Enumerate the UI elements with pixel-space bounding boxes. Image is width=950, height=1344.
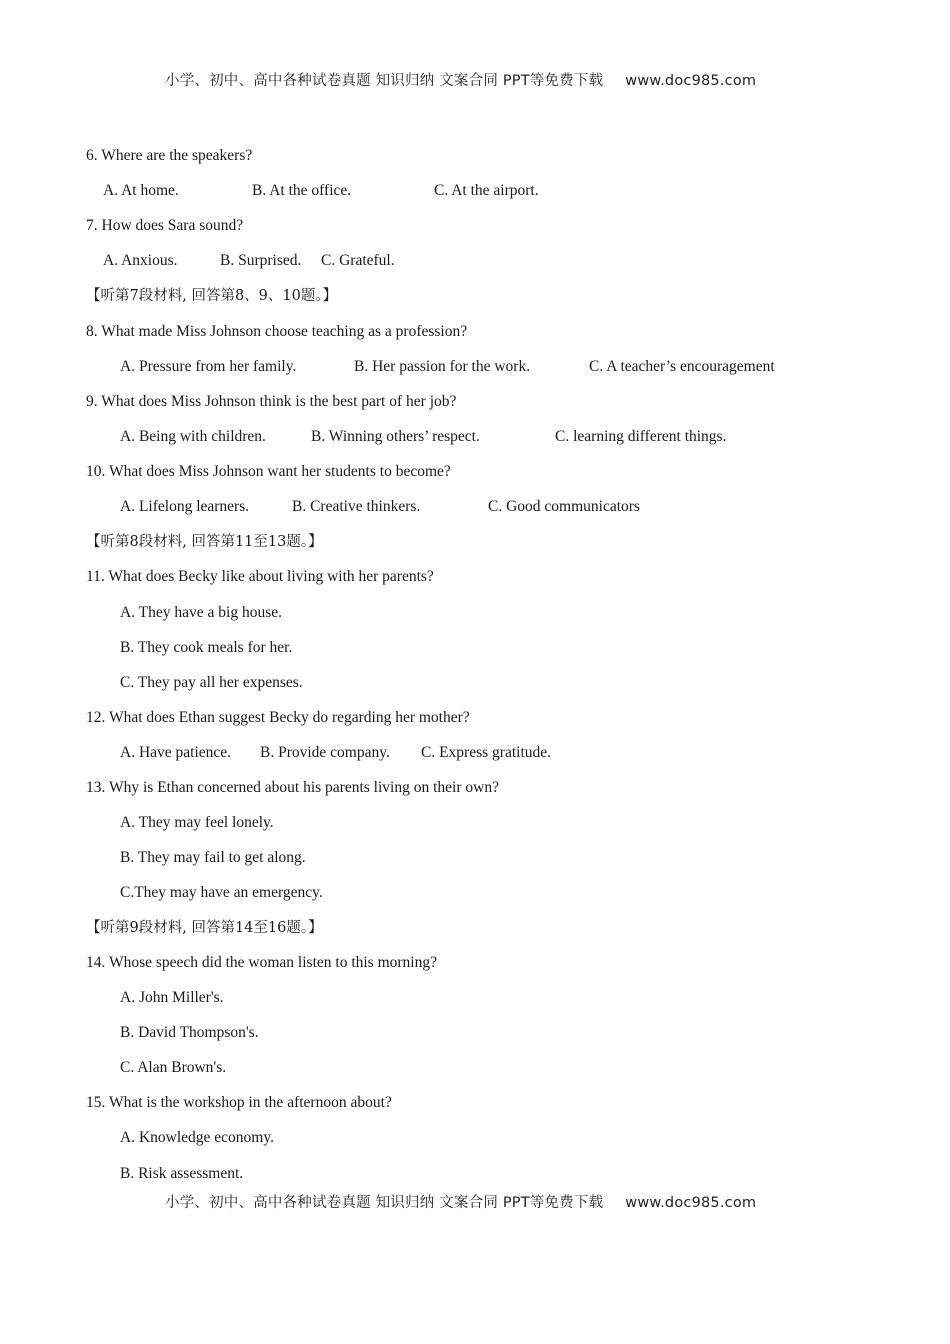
question-12-stem: 12. What does Ethan suggest Becky do regarding her mother? <box>86 709 470 726</box>
q6-option-b: B. At the office. <box>252 182 352 199</box>
q14-option-a: A. John Miller's. <box>120 989 224 1006</box>
section-7-heading: 【听第7段材料, 回答第8、9、10题。】 <box>86 288 338 304</box>
section-8-heading: 【听第8段材料, 回答第11至13题。】 <box>86 534 323 550</box>
q14-option-c: C. Alan Brown's. <box>120 1059 227 1076</box>
q9-option-c: C. learning different things. <box>555 428 727 445</box>
q10-option-c: C. Good communicators <box>488 498 640 515</box>
question-6-options <box>0 181 950 201</box>
question-14-stem: 14. Whose speech did the woman listen to this morning? <box>86 954 437 971</box>
section-9-heading: 【听第9段材料, 回答第14至16题。】 <box>86 920 323 936</box>
question-8-stem: 8. What made Miss Johnson choose teaching as a profession? <box>86 323 468 340</box>
question-15-stem: 15. What is the workshop in the afternoon about? <box>86 1094 392 1111</box>
q13-option-c: C.They may have an emergency. <box>120 884 323 901</box>
q12-option-b: B. Provide company. <box>260 744 390 761</box>
question-7-stem: 7. How does Sara sound? <box>86 217 244 234</box>
q6-option-a: A. At home. <box>103 182 179 199</box>
q14-option-b: B. David Thompson's. <box>120 1024 259 1041</box>
q9-option-a: A. Being with children. <box>120 428 266 445</box>
page-header <box>165 69 756 90</box>
question-11-stem: 11. What does Becky like about living with her parents? <box>86 568 434 585</box>
q8-option-b: B. Her passion for the work. <box>354 358 531 375</box>
q7-option-a: A. Anxious. <box>103 252 178 269</box>
q11-option-b: B. They cook meals for her. <box>120 639 293 656</box>
footer-site-link[interactable]: www.doc985.com <box>625 1195 757 1211</box>
q7-option-c: C. Grateful. <box>321 252 395 269</box>
q11-option-c: C. They pay all her expenses. <box>120 674 303 691</box>
question-12-options <box>0 743 950 763</box>
q13-option-a: A. They may feel lonely. <box>120 814 274 831</box>
question-9-options <box>0 427 950 447</box>
header-text: 小学、初中、高中各种试卷真题 知识归纳 文案合同 PPT等免费下载 <box>165 73 604 89</box>
question-10-stem: 10. What does Miss Johnson want her students to become? <box>86 463 451 480</box>
q9-option-b: B. Winning others’ respect. <box>311 428 480 445</box>
question-8-options <box>0 357 950 377</box>
q7-option-b: B. Surprised. <box>220 252 302 269</box>
q12-option-a: A. Have patience. <box>120 744 232 761</box>
q10-option-a: A. Lifelong learners. <box>120 498 250 515</box>
header-site-link[interactable]: www.doc985.com <box>625 73 757 89</box>
question-6-stem: 6. Where are the speakers? <box>86 147 253 164</box>
q11-option-a: A. They have a big house. <box>120 604 282 621</box>
question-7-options <box>0 251 950 271</box>
footer-text: 小学、初中、高中各种试卷真题 知识归纳 文案合同 PPT等免费下载 <box>165 1195 604 1211</box>
q15-option-a: A. Knowledge economy. <box>120 1129 274 1146</box>
q8-option-c: C. A teacher’s encouragement <box>589 358 775 375</box>
question-9-stem: 9. What does Miss Johnson think is the best part of her job? <box>86 393 457 410</box>
page-footer <box>165 1191 756 1212</box>
question-13-stem: 13. Why is Ethan concerned about his parents living on their own? <box>86 779 499 796</box>
q10-option-b: B. Creative thinkers. <box>292 498 421 515</box>
q8-option-a: A. Pressure from her family. <box>120 358 297 375</box>
q13-option-b: B. They may fail to get along. <box>120 849 306 866</box>
q12-option-c: C. Express gratitude. <box>421 744 552 761</box>
question-10-options <box>0 497 950 517</box>
q6-option-c: C. At the airport. <box>434 182 539 199</box>
q15-option-b: B. Risk assessment. <box>120 1165 244 1182</box>
